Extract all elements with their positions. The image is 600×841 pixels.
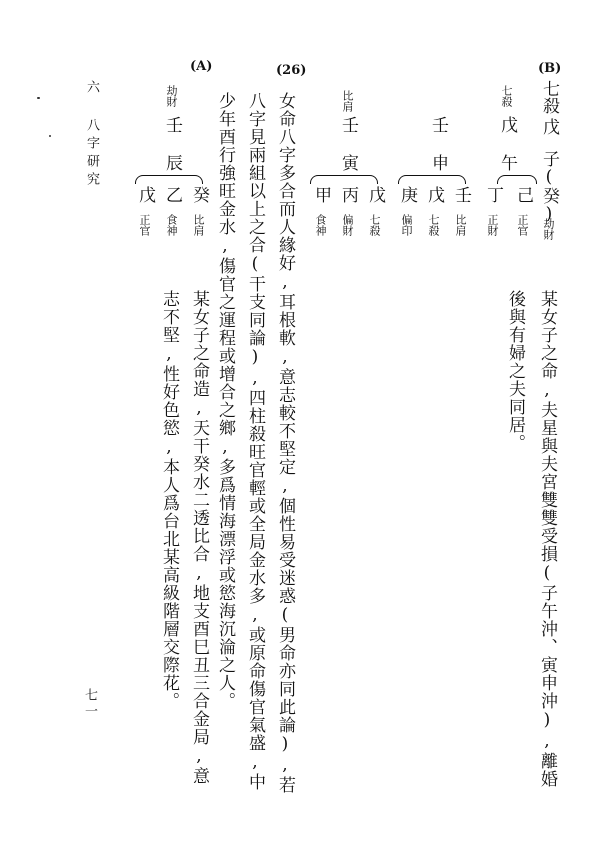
case-b-hour-hidden-label-3: 七殺 <box>368 214 381 236</box>
case-a-marker: (A) <box>190 59 213 74</box>
case-b-hour-stem: 壬 <box>338 116 358 133</box>
case-b-hour-hidden-label-1: 食神 <box>314 214 327 236</box>
case-b-hour-hidden-3: 戊 <box>365 186 385 203</box>
case-b-hour-stem-label: 比肩 <box>341 90 354 112</box>
case-b-day-stem: 壬 <box>428 116 448 133</box>
case-b-month-hidden-2: 己 <box>513 186 533 203</box>
case-a-hidden-2: 乙 <box>162 186 182 203</box>
case-b-month-hidden-label-2: 正官 <box>516 214 529 236</box>
case-a-hidden-1: 癸 <box>189 186 209 203</box>
case-b-month-branch: 午 <box>497 154 517 171</box>
page-number: 七一 <box>82 688 97 720</box>
case-b-text-2: 後與有婦之夫同居。 <box>505 290 525 452</box>
case-a-branch: 辰 <box>162 154 182 171</box>
case-b-month-hidden-1: 丁 <box>483 186 503 203</box>
case-b-month-hidden-label-1: 正財 <box>486 214 499 236</box>
case-b-lead: 七殺 <box>539 80 559 114</box>
case-b-marker: (B) <box>538 61 562 76</box>
case-b-day-hidden-3: 壬 <box>451 186 471 203</box>
case-b-text-1: 某女子之命,夫星與夫宮雙雙受損(子午沖、寅申沖),離婚 <box>537 290 557 788</box>
case-b-hour-hidden-label-2: 偏財 <box>341 214 354 236</box>
note-26-marker: (26) <box>276 63 307 78</box>
case-b-hour-hidden-1: 甲 <box>311 186 331 203</box>
case-b-day-hidden-1: 庚 <box>397 186 417 203</box>
case-b-hour-hidden-2: 丙 <box>338 186 358 203</box>
case-b-month-stem: 戊 <box>497 116 517 133</box>
case-a-stem-label: 劫財 <box>165 85 178 107</box>
case-a-stem: 壬 <box>162 116 182 133</box>
case-b-day-hidden-label-2: 七殺 <box>427 214 440 236</box>
scan-speck <box>49 135 51 137</box>
case-b-day-hidden-label-1: 偏印 <box>400 214 413 236</box>
case-b-month-stem-label: 七殺 <box>500 85 513 107</box>
case-a-hidden-label-3: 正官 <box>138 214 151 236</box>
case-a-hidden-label-2: 食神 <box>165 214 178 236</box>
note-26-line-2: 八字見兩組以上之合(干支同論),四柱殺旺官輕或全局金水多,或原命傷官氣盛,中 <box>245 92 265 791</box>
case-a-hidden-3: 戊 <box>135 186 155 203</box>
case-a-text-2: 志不堅,性好色慾,本人爲台北某高級階層交際花。 <box>159 290 179 710</box>
case-b-day-hidden-2: 戊 <box>424 186 444 203</box>
case-b-hour-branch: 寅 <box>338 154 358 171</box>
case-b-day-brace <box>398 175 466 184</box>
running-title: 六 八字研究 <box>84 80 99 190</box>
case-a-brace <box>135 175 203 184</box>
case-a-hidden-label-1: 比肩 <box>192 214 205 236</box>
scan-speck <box>37 97 40 99</box>
case-b-hour-brace <box>310 175 378 184</box>
case-b-day-branch: 申 <box>428 154 448 171</box>
case-b-day-hidden-label-3: 比肩 <box>454 214 467 236</box>
case-b-year-branch: 子(癸) <box>539 150 559 224</box>
case-a-text-1: 某女子之命造,天干癸水二透比合,地支酉巳丑三合金局,意 <box>189 290 209 785</box>
case-b-year-hidden-label: 劫財 <box>542 218 555 240</box>
case-b-month-brace <box>497 175 537 184</box>
note-26-line-1: 女命八字多合而人緣好,耳根軟,意志較不堅定,個性易受迷惑(男命亦同此論),若 <box>275 92 295 794</box>
note-26-line-3: 少年酉行強旺金水,傷官之運程或增合之鄉,多爲情海漂浮或慾海沉淪之人。 <box>215 92 235 710</box>
case-b-year-stem: 戊 <box>539 118 559 135</box>
